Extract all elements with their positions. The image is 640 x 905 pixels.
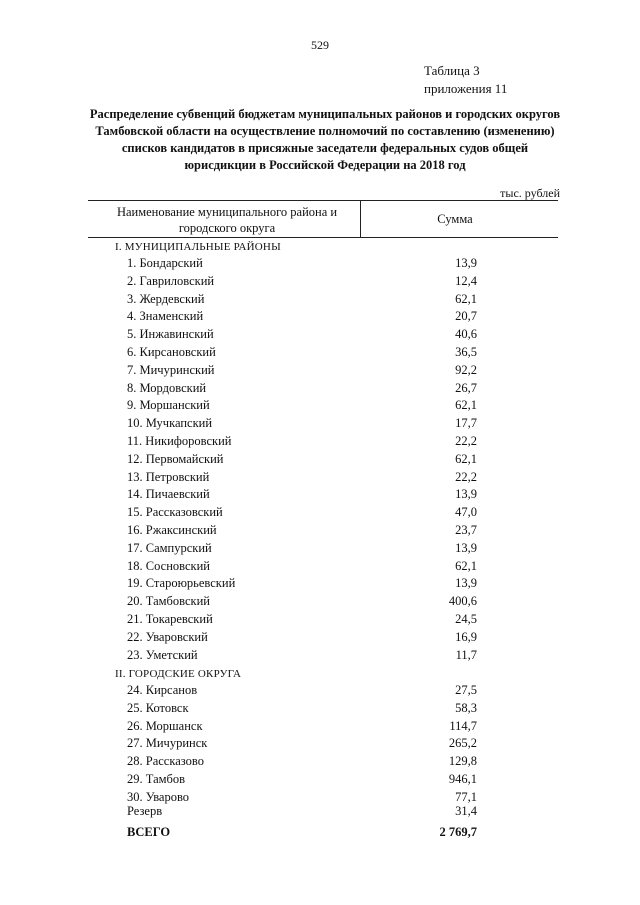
table-row bbox=[0, 559, 640, 577]
table-reference bbox=[424, 62, 507, 98]
row-name: 19. Староюрьевский bbox=[127, 576, 236, 591]
row-name: 14. Пичаевский bbox=[127, 487, 210, 502]
row-value: 129,8 bbox=[448, 754, 477, 769]
total-name: ВСЕГО bbox=[127, 825, 171, 839]
table-row bbox=[0, 381, 640, 399]
table-row bbox=[0, 309, 640, 327]
row-name: 23. Уметский bbox=[127, 647, 198, 662]
row-value: 11,7 bbox=[455, 647, 477, 662]
row-name: 1. Бондарский bbox=[127, 256, 203, 270]
row-value: 26,7 bbox=[455, 380, 477, 395]
table-row bbox=[0, 416, 640, 434]
row-name: 28. Рассказово bbox=[127, 754, 204, 769]
row-value: 16,9 bbox=[455, 629, 477, 644]
table-row bbox=[0, 523, 640, 541]
table-row bbox=[0, 772, 640, 790]
row-value: 22,2 bbox=[455, 469, 477, 484]
total-row bbox=[0, 825, 640, 843]
column-header-name: Наименование муниципального района и городского округа bbox=[116, 205, 338, 235]
row-name: 2. Гавриловский bbox=[127, 273, 215, 288]
row-name: 11. Никифоровский bbox=[127, 434, 232, 448]
row-name: 3. Жердевский bbox=[127, 291, 205, 306]
table-row bbox=[0, 470, 640, 488]
reserve-value: 31,4 bbox=[455, 804, 477, 818]
total-value: 2 769,7 bbox=[439, 825, 477, 839]
row-name: 15. Рассказовский bbox=[127, 505, 223, 520]
page-number: 529 bbox=[311, 38, 329, 52]
row-value: 36,5 bbox=[455, 345, 477, 359]
row-name: 30. Уварово bbox=[127, 789, 190, 804]
reserve-row bbox=[0, 804, 640, 822]
row-value: 20,7 bbox=[455, 309, 477, 324]
row-value: 400,6 bbox=[448, 594, 477, 609]
units-label: тыс. рублей bbox=[500, 186, 560, 200]
row-value: 62,1 bbox=[455, 558, 477, 573]
table-row bbox=[0, 292, 640, 310]
column-header-sum: Сумма bbox=[437, 212, 473, 226]
table-row bbox=[0, 256, 640, 274]
table-row bbox=[0, 683, 640, 701]
row-name: 16. Ржаксинский bbox=[127, 523, 217, 537]
row-value: 24,5 bbox=[455, 612, 477, 626]
table-row bbox=[0, 505, 640, 523]
table-row bbox=[0, 719, 640, 737]
table-top-border bbox=[88, 200, 558, 201]
row-value: 58,3 bbox=[455, 700, 477, 715]
row-name: 24. Кирсанов bbox=[127, 683, 198, 697]
section-municipal-districts: I. МУНИЦИПАЛЬНЫЕ РАЙОНЫ bbox=[115, 241, 281, 253]
row-name: 12. Первомайский bbox=[127, 451, 224, 466]
table-ref-line1: Таблица 3 bbox=[424, 63, 480, 78]
row-value: 40,6 bbox=[455, 327, 477, 342]
row-name: 20. Тамбовский bbox=[127, 594, 210, 609]
row-name: 22. Уваровский bbox=[127, 629, 208, 644]
row-value: 47,0 bbox=[455, 505, 477, 520]
table-column-divider bbox=[360, 200, 361, 237]
row-name: 5. Инжавинский bbox=[127, 327, 214, 342]
row-name: 8. Мордовский bbox=[127, 380, 207, 395]
table-row bbox=[0, 541, 640, 559]
row-name: 10. Мучкапский bbox=[127, 416, 213, 431]
row-value: 17,7 bbox=[455, 416, 477, 431]
table-row bbox=[0, 345, 640, 363]
table-row bbox=[0, 487, 640, 505]
row-name: 29. Тамбов bbox=[127, 772, 186, 786]
row-value: 946,1 bbox=[448, 772, 477, 786]
table-row bbox=[0, 736, 640, 754]
table-row bbox=[0, 630, 640, 648]
row-value: 23,7 bbox=[455, 523, 477, 537]
table-row bbox=[0, 648, 640, 666]
section-city-districts: II. ГОРОДСКИЕ ОКРУГА bbox=[115, 668, 242, 680]
table-row bbox=[0, 594, 640, 612]
row-name: 4. Знаменский bbox=[127, 309, 204, 324]
reserve-name: Резерв bbox=[127, 804, 163, 818]
row-value: 12,4 bbox=[455, 273, 477, 288]
row-name: 25. Котовск bbox=[127, 700, 189, 715]
row-value: 13,9 bbox=[455, 487, 477, 502]
row-value: 62,1 bbox=[455, 398, 477, 413]
row-value: 22,2 bbox=[455, 434, 477, 448]
table-row bbox=[0, 363, 640, 381]
row-name: 13. Петровский bbox=[127, 469, 210, 484]
table-row bbox=[0, 327, 640, 345]
table-row bbox=[0, 274, 640, 292]
table-row bbox=[0, 612, 640, 630]
row-value: 27,5 bbox=[455, 683, 477, 697]
table-row bbox=[0, 434, 640, 452]
table-ref-line2: приложения 11 bbox=[424, 81, 508, 96]
row-value: 77,1 bbox=[455, 789, 477, 804]
row-name: 7. Мичуринский bbox=[127, 362, 215, 377]
row-value: 265,2 bbox=[448, 736, 477, 751]
row-name: 9. Моршанский bbox=[127, 398, 210, 413]
row-name: 27. Мичуринск bbox=[127, 736, 208, 751]
table-header-border bbox=[88, 237, 558, 238]
row-value: 92,2 bbox=[455, 362, 477, 377]
row-name: 21. Токаревский bbox=[127, 612, 213, 626]
table-row bbox=[0, 754, 640, 772]
table-row bbox=[0, 576, 640, 594]
row-value: 13,9 bbox=[455, 576, 477, 591]
row-name: 17. Сампурский bbox=[127, 540, 212, 555]
table-row bbox=[0, 452, 640, 470]
row-name: 18. Сосновский bbox=[127, 558, 210, 573]
row-value: 13,9 bbox=[455, 540, 477, 555]
row-value: 62,1 bbox=[455, 451, 477, 466]
row-value: 13,9 bbox=[455, 256, 477, 270]
document-title: Распределение субвенций бюджетам муниципальных районов и городских округов Тамбовской области на осуществление полномочий по составлению (изменению) списков кандидатов в присяжные заседатели федеральных судов общей юрисдикции в Российской Федерации на 2018 год bbox=[89, 107, 561, 172]
row-name: 26. Моршанск bbox=[127, 718, 203, 733]
table-row bbox=[0, 398, 640, 416]
row-name: 6. Кирсановский bbox=[127, 345, 216, 359]
row-value: 114,7 bbox=[449, 718, 477, 733]
row-value: 62,1 bbox=[455, 291, 477, 306]
table-row bbox=[0, 701, 640, 719]
